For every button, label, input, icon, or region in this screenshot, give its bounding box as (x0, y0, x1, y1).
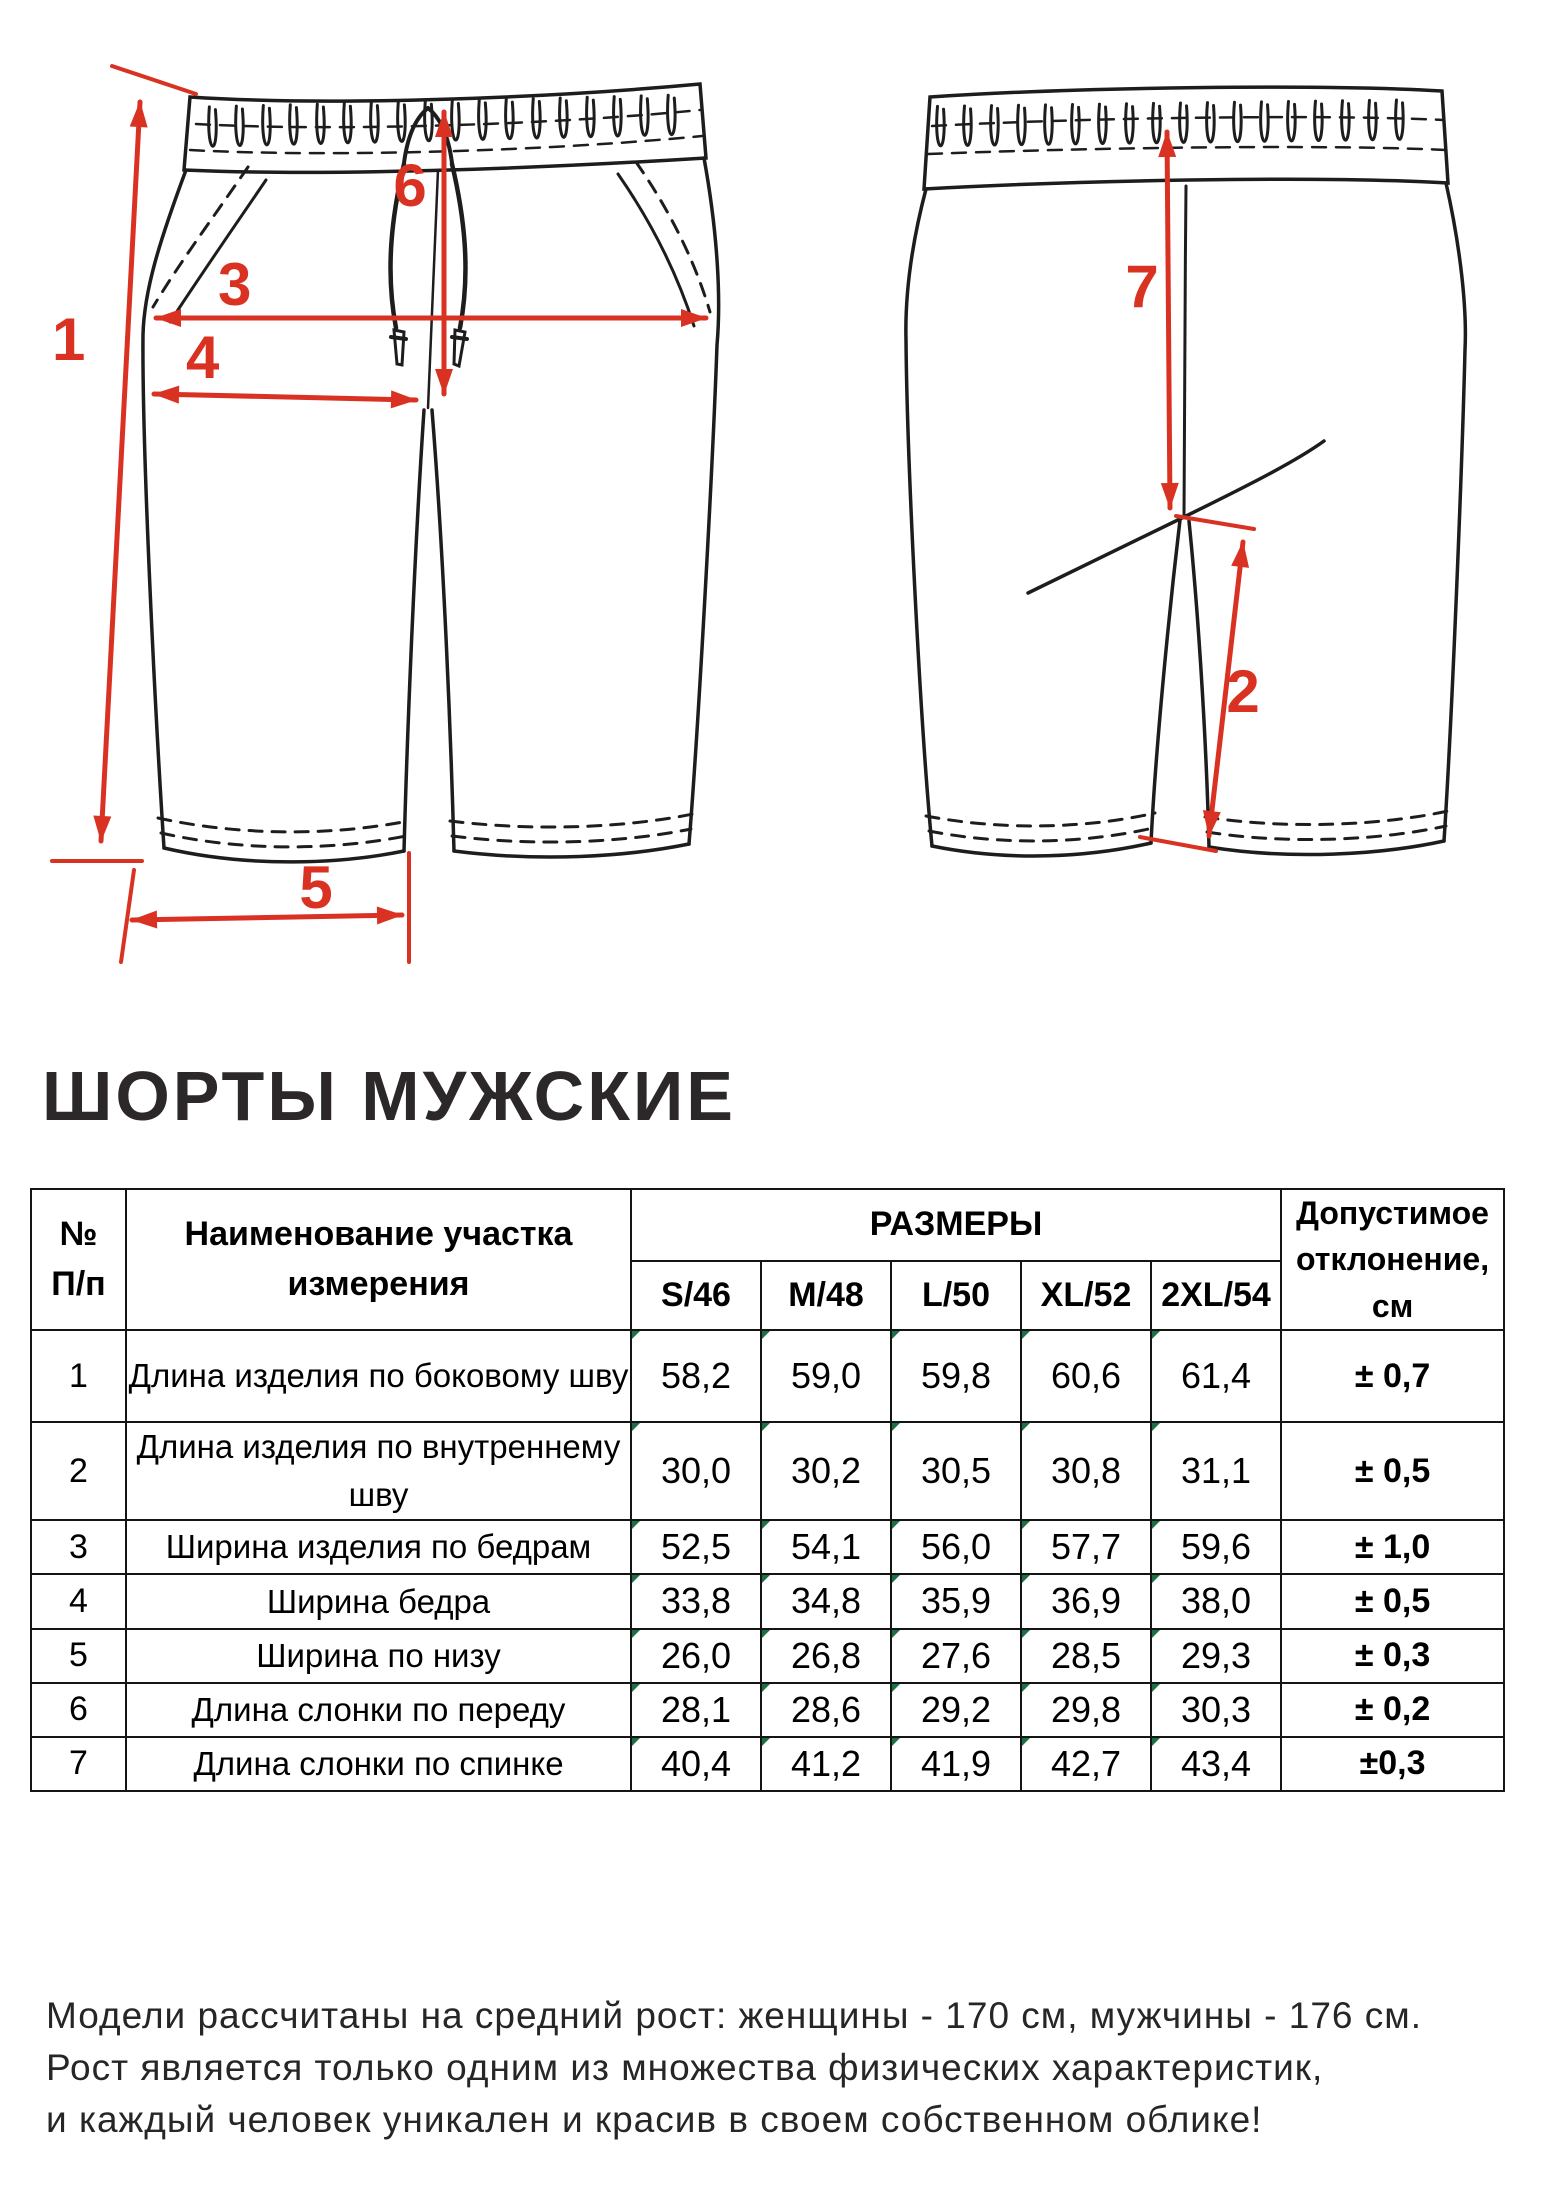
row-num: 4 (31, 1574, 126, 1628)
size-value: 52,5 (631, 1520, 761, 1574)
size-col-header: M/48 (761, 1261, 891, 1330)
row-num: 1 (31, 1330, 126, 1422)
size-value: 28,6 (761, 1683, 891, 1737)
size-value: 38,0 (1151, 1574, 1281, 1628)
page-title: ШОРТЫ МУЖСКИЕ (42, 1057, 736, 1135)
measure-label-4: 4 (186, 324, 220, 391)
footer-line-2: Рост является только одним из множества физических характеристик, (46, 2047, 1324, 2088)
col-header-name: Наименование участка измерения (126, 1189, 631, 1330)
back-view-drawing (906, 87, 1465, 856)
size-value: 30,5 (891, 1422, 1021, 1520)
tolerance-value: ± 0,2 (1281, 1683, 1504, 1737)
size-value: 30,3 (1151, 1683, 1281, 1737)
size-value: 57,7 (1021, 1520, 1151, 1574)
size-value: 59,0 (761, 1330, 891, 1422)
size-value: 54,1 (761, 1520, 891, 1574)
footer-line-1: Модели рассчитаны на средний рост: женщины - 170 см, мужчины - 176 см. (46, 1995, 1422, 2036)
row-name: Длина изделия по боковому шву (126, 1330, 631, 1422)
measure-label-1: 1 (52, 306, 86, 373)
tolerance-value: ± 0,5 (1281, 1574, 1504, 1628)
table-row (31, 1683, 1504, 1737)
row-name: Ширина бедра (126, 1574, 631, 1628)
size-value: 35,9 (891, 1574, 1021, 1628)
tolerance-value: ± 0,5 (1281, 1422, 1504, 1520)
size-value: 29,2 (891, 1683, 1021, 1737)
tolerance-value: ± 0,7 (1281, 1330, 1504, 1422)
num-header-line1: № (59, 1215, 98, 1254)
footer-line-3: и каждый человек уникален и красив в своем собственном облике! (46, 2099, 1263, 2140)
tolerance-value: ± 0,3 (1281, 1629, 1504, 1683)
size-value: 26,0 (631, 1629, 761, 1683)
size-value: 28,1 (631, 1683, 761, 1737)
size-value: 61,4 (1151, 1330, 1281, 1422)
table-row (31, 1629, 1504, 1683)
size-value: 60,6 (1021, 1330, 1151, 1422)
size-value: 33,8 (631, 1574, 761, 1628)
measure-label-3: 3 (218, 251, 252, 318)
tolerance-value: ±0,3 (1281, 1737, 1504, 1791)
col-header-number (31, 1189, 126, 1330)
row-name: Длина изделия по внутреннему шву (126, 1422, 631, 1520)
row-name: Ширина изделия по бедрам (126, 1520, 631, 1574)
size-value: 31,1 (1151, 1422, 1281, 1520)
num-header-line2: П/п (51, 1264, 106, 1303)
size-value: 58,2 (631, 1330, 761, 1422)
row-num: 5 (31, 1629, 126, 1683)
row-num: 2 (31, 1422, 126, 1520)
table-row (31, 1520, 1504, 1574)
size-col-header: XL/52 (1021, 1261, 1151, 1330)
size-value: 43,4 (1151, 1737, 1281, 1791)
size-value: 42,7 (1021, 1737, 1151, 1791)
size-value: 34,8 (761, 1574, 891, 1628)
measure-label-5: 5 (299, 854, 333, 921)
size-col-header: L/50 (891, 1261, 1021, 1330)
row-num: 3 (31, 1520, 126, 1574)
row-name: Длина слонки по спинке (126, 1737, 631, 1791)
col-header-sizes: РАЗМЕРЫ (631, 1189, 1281, 1261)
front-measurement-arrows (52, 66, 706, 962)
size-value: 41,9 (891, 1737, 1021, 1791)
table-row (31, 1737, 1504, 1791)
size-value: 26,8 (761, 1629, 891, 1683)
row-num: 6 (31, 1683, 126, 1737)
size-chart-table (30, 1188, 1505, 1792)
front-view-drawing (143, 84, 719, 862)
footer-note (46, 1990, 1516, 2146)
row-name: Ширина по низу (126, 1629, 631, 1683)
tolerance-value: ± 1,0 (1281, 1520, 1504, 1574)
size-value: 40,4 (631, 1737, 761, 1791)
size-value: 30,0 (631, 1422, 761, 1520)
size-value: 27,6 (891, 1629, 1021, 1683)
size-col-header: S/46 (631, 1261, 761, 1330)
size-value: 41,2 (761, 1737, 891, 1791)
shorts-technical-drawing (0, 0, 1542, 1010)
size-value: 28,5 (1021, 1629, 1151, 1683)
size-value: 29,8 (1021, 1683, 1151, 1737)
col-header-tolerance: Допустимое отклонение, см (1281, 1189, 1504, 1330)
size-value: 30,2 (761, 1422, 891, 1520)
row-num: 7 (31, 1737, 126, 1791)
table-row (31, 1330, 1504, 1422)
size-value: 36,9 (1021, 1574, 1151, 1628)
size-value: 56,0 (891, 1520, 1021, 1574)
measure-label-6: 6 (393, 152, 427, 219)
table-row (31, 1422, 1504, 1520)
table-row (31, 1574, 1504, 1628)
front-measurement-labels (52, 152, 427, 921)
measure-label-2: 2 (1226, 658, 1260, 725)
size-value: 29,3 (1151, 1629, 1281, 1683)
size-value: 59,6 (1151, 1520, 1281, 1574)
measure-label-7: 7 (1125, 253, 1159, 320)
row-name: Длина слонки по переду (126, 1683, 631, 1737)
size-value: 30,8 (1021, 1422, 1151, 1520)
size-col-header: 2XL/54 (1151, 1261, 1281, 1330)
size-value: 59,8 (891, 1330, 1021, 1422)
